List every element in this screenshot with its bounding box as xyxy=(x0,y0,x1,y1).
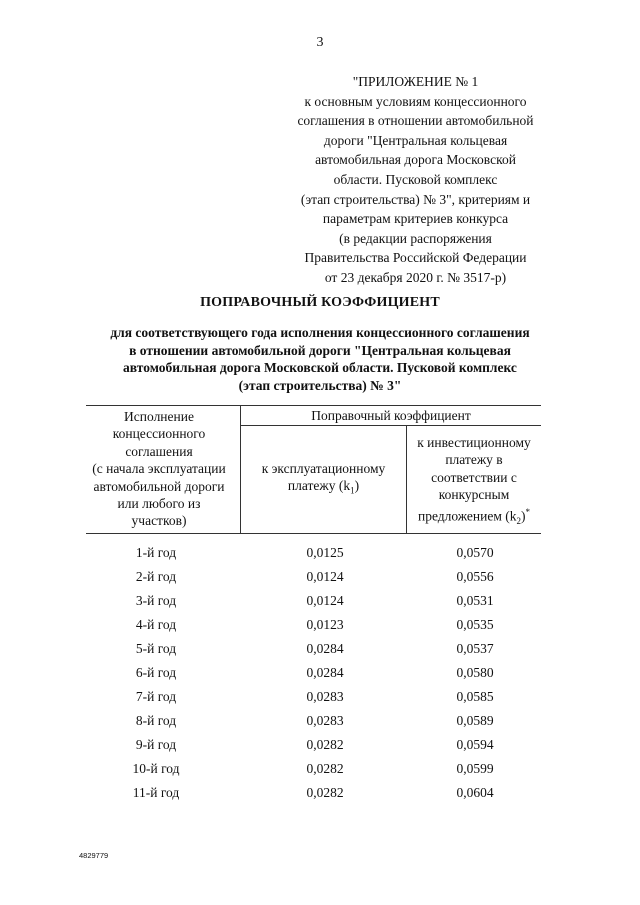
subtitle-line: (этап строительства) № 3" xyxy=(238,377,402,393)
appendix-line: (в редакции распоряжения xyxy=(339,230,492,246)
table-cell-k2: 0,0556 xyxy=(456,569,494,584)
table-cell-k2: 0,0594 xyxy=(456,737,494,752)
appendix-line: автомобильная дорога Московской xyxy=(315,152,516,168)
table-cell-year: 3-й год xyxy=(135,593,177,608)
header-line: (с начала эксплуатации xyxy=(92,461,226,477)
appendix-line: дороги "Центральная кольцевая xyxy=(323,132,508,148)
header-bottom-rule xyxy=(86,533,541,534)
header-line: или любого из xyxy=(117,496,201,512)
table-cell-year: 5-й год xyxy=(135,641,177,656)
table-cell-year: 11-й год xyxy=(132,785,180,800)
appendix-line: (этап строительства) № 3", критериям и xyxy=(300,191,531,207)
table-cell-k2: 0,0531 xyxy=(456,593,494,608)
table-cell-k1: 0,0282 xyxy=(306,785,344,800)
table-cell-k1: 0,0124 xyxy=(306,569,344,584)
table-cell-year: 6-й год xyxy=(135,665,177,680)
appendix-line: параметрам критериев конкурса xyxy=(322,211,509,227)
appendix-line: от 23 декабря 2020 г. № 3517-р) xyxy=(324,269,507,285)
document-subtitle xyxy=(90,324,550,394)
column-header-k1 xyxy=(241,460,406,501)
header-line: автомобильной дороги xyxy=(93,478,225,494)
appendix-line: к основным условиям концессионного xyxy=(304,93,527,109)
header-line: конкурсным xyxy=(438,487,510,503)
header-line: участков) xyxy=(131,513,187,529)
table-cell-k1: 0,0123 xyxy=(306,617,344,632)
table-cell-year: 2-й год xyxy=(135,569,177,584)
appendix-line: Правительства Российской Федерации xyxy=(304,250,527,266)
column-header-period xyxy=(78,408,240,530)
table-top-rule xyxy=(86,405,541,406)
appendix-line: соглашения в отношении автомобильной xyxy=(297,113,534,129)
column-header-k2 xyxy=(407,434,541,530)
table-cell-k1: 0,0282 xyxy=(306,761,344,776)
table-cell-k2: 0,0599 xyxy=(456,761,494,776)
table-cell-k2: 0,0589 xyxy=(456,713,494,728)
header-line: соответствии с xyxy=(431,469,517,485)
table-cell-k2: 0,0604 xyxy=(456,785,494,800)
table-cell-year: 8-й год xyxy=(135,713,177,728)
appendix-header xyxy=(278,72,553,288)
table-cell-year: 10-й год xyxy=(132,761,180,776)
table-cell-k1: 0,0283 xyxy=(306,713,344,728)
header-line: к эксплуатационному xyxy=(261,461,386,476)
document-title: ПОПРАВОЧНЫЙ КОЭФФИЦИЕНТ xyxy=(200,295,440,310)
table-cell-k2: 0,0537 xyxy=(456,641,494,656)
table-cell-k2: 0,0570 xyxy=(456,545,494,560)
subtitle-line: автомобильная дорога Московской области. Пусковой комплекс xyxy=(123,360,517,375)
header-line: платежу в xyxy=(445,452,503,468)
header-line: Исполнение xyxy=(124,409,194,424)
header-line: платежу $(k_1)$ xyxy=(287,478,360,497)
appendix-line: области. Пусковой комплекс xyxy=(333,171,498,187)
table-cell-k1: 0,0284 xyxy=(306,641,344,656)
table-cell-year: 7-й год xyxy=(135,689,177,704)
group-header-rule xyxy=(241,425,541,426)
header-line: концессионного xyxy=(112,426,206,442)
header-line: соглашения xyxy=(125,443,193,459)
header-line: предложением $(k_2)^*$ xyxy=(417,506,531,526)
table-cell-k2: 0,0535 xyxy=(456,617,494,632)
appendix-line: "ПРИЛОЖЕНИЕ № 1 xyxy=(352,74,479,89)
table-cell-k2: 0,0585 xyxy=(456,689,494,704)
table-cell-k1: 0,0282 xyxy=(306,737,344,752)
subtitle-line: для соответствующего года исполнения концессионного соглашения xyxy=(110,325,530,340)
table-cell-k2: 0,0580 xyxy=(456,665,494,680)
table-cell-k1: 0,0284 xyxy=(306,665,344,680)
header-line: к инвестиционному xyxy=(417,435,531,450)
column-group-header: Поправочный коэффициент xyxy=(311,408,471,423)
subtitle-line: в отношении автомобильной дороги "Центральная кольцевая xyxy=(129,342,511,358)
table-cell-k1: 0,0283 xyxy=(306,689,344,704)
document-code: 4829779 xyxy=(79,851,109,860)
table-cell-year: 4-й год xyxy=(135,617,177,632)
table-cell-k1: 0,0124 xyxy=(306,593,344,608)
table-cell-year: 1-й год xyxy=(135,545,177,560)
page-number: 3 xyxy=(316,35,324,50)
table-cell-year: 9-й год xyxy=(135,737,177,752)
table-cell-k1: 0,0125 xyxy=(306,545,344,560)
